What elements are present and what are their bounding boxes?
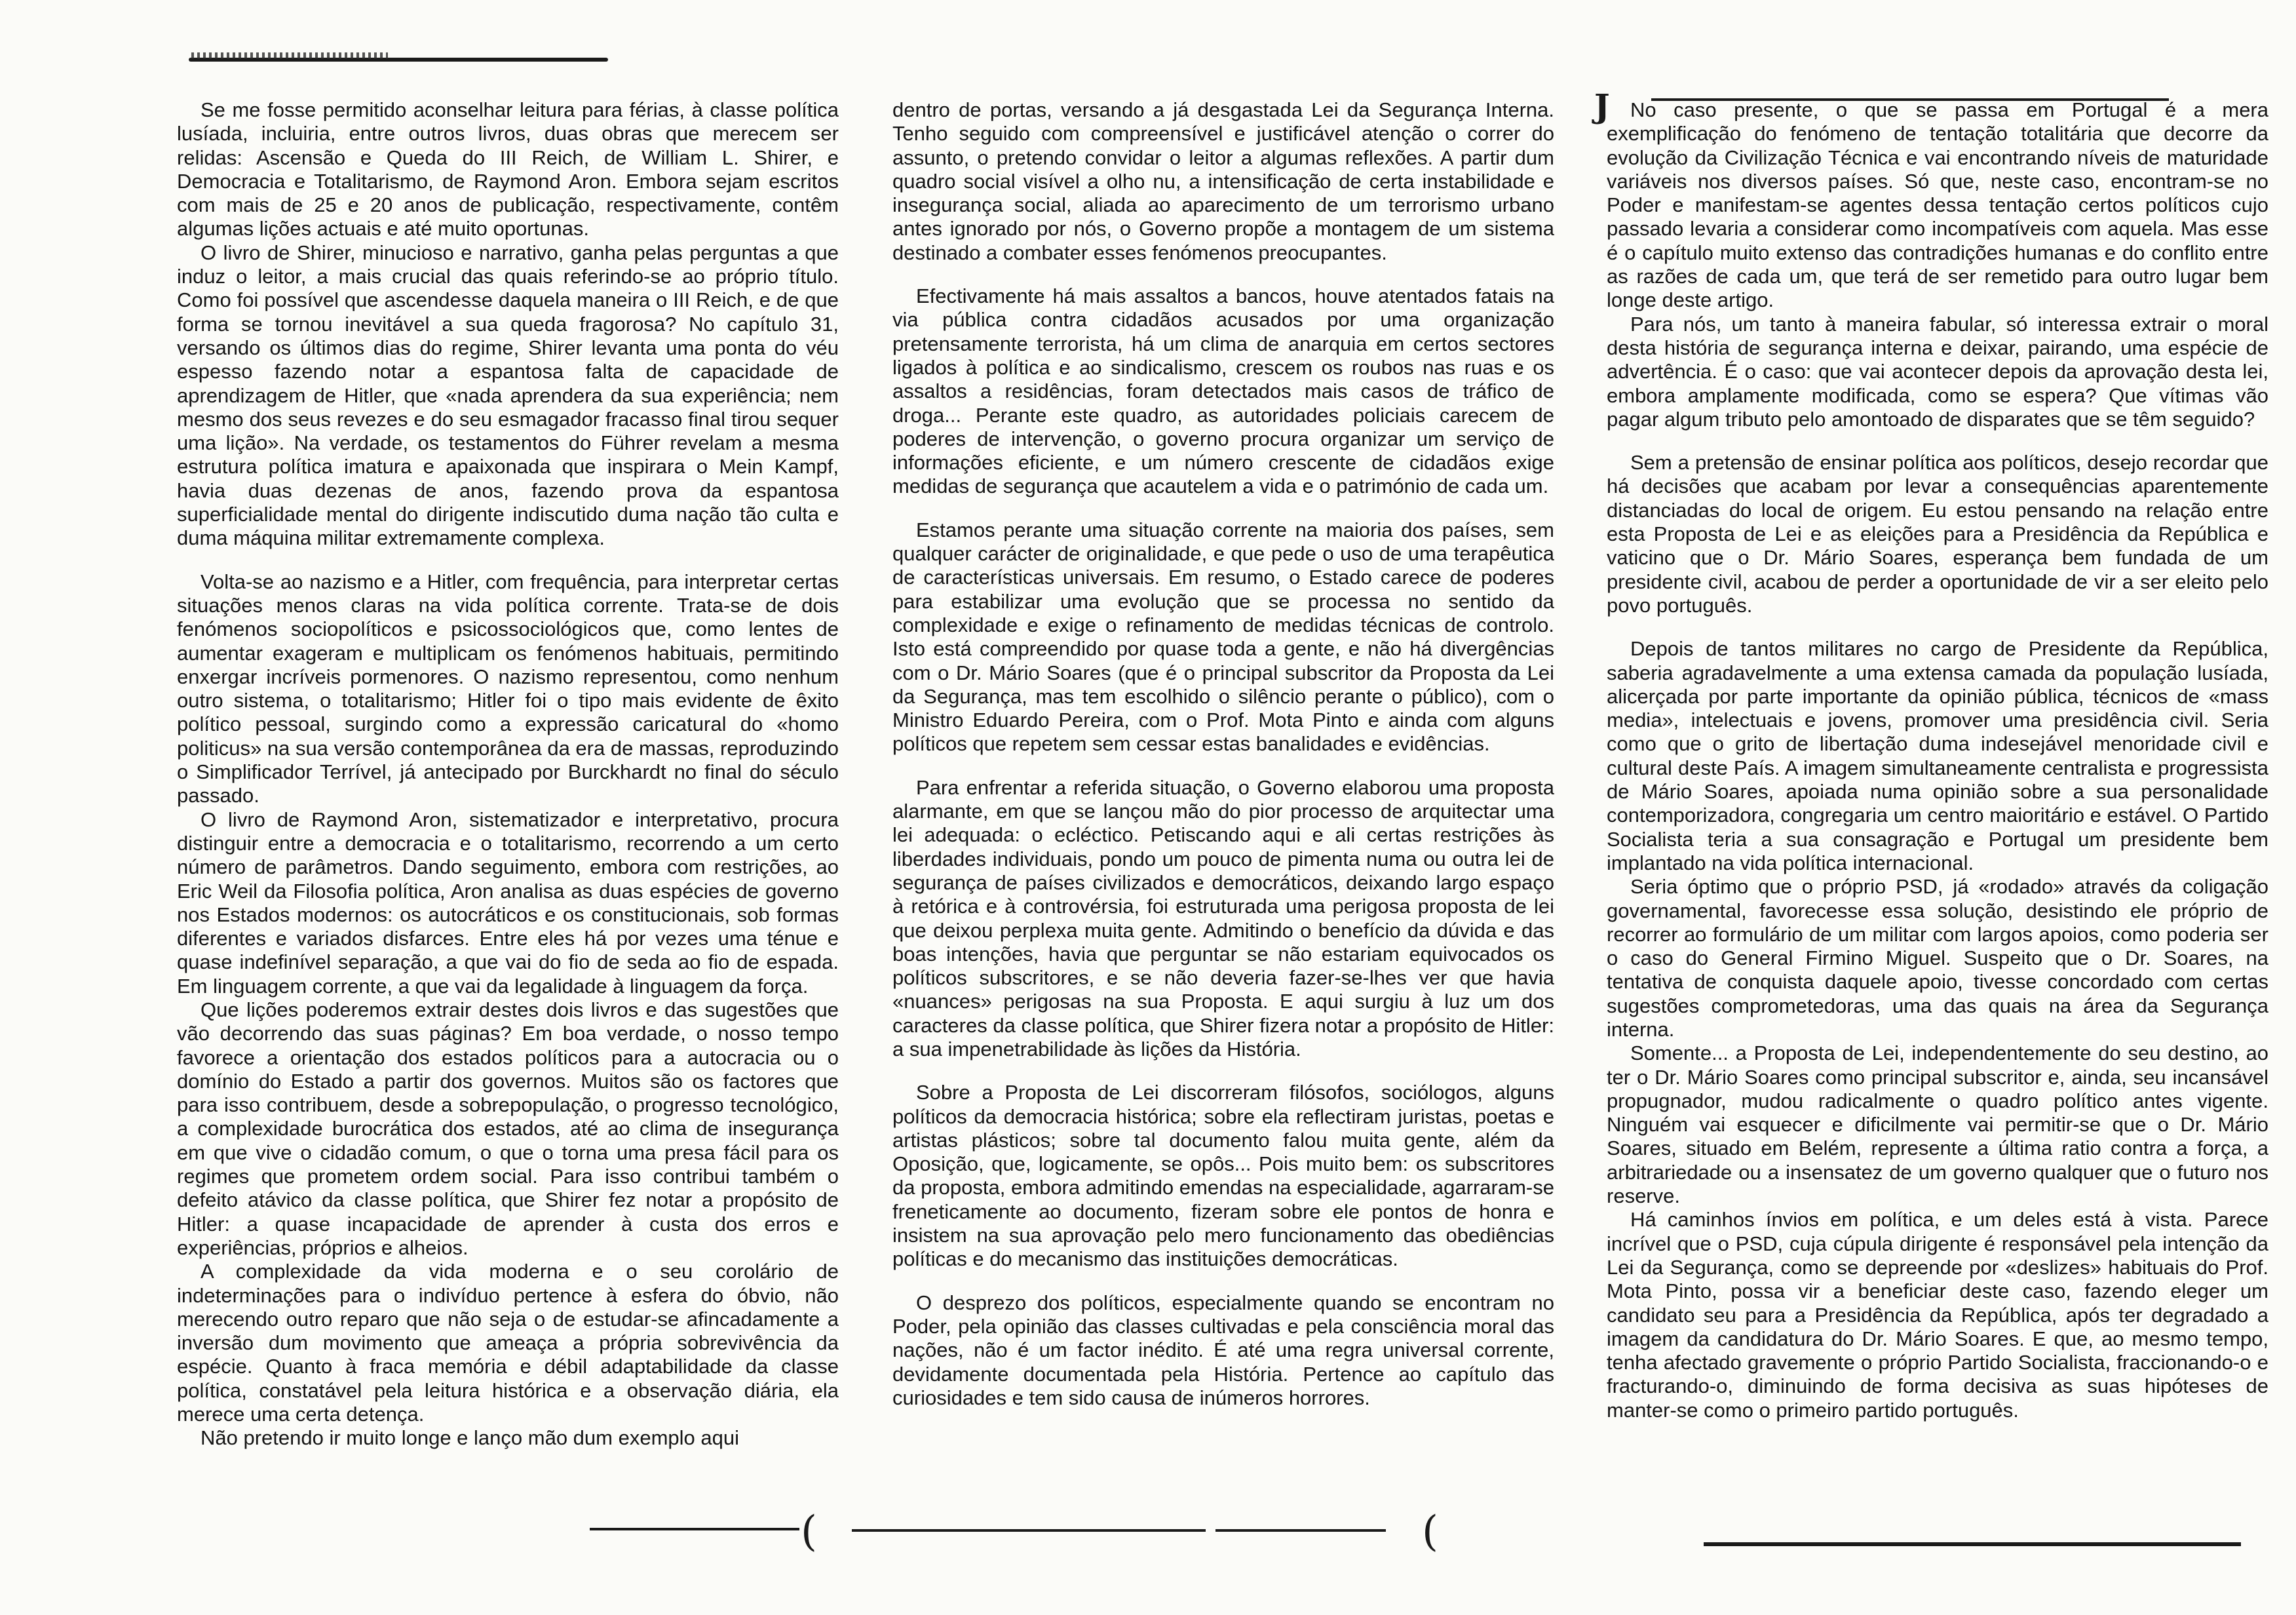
col1-paragraph: A complexidade da vida moderna e o seu corolário de indeterminações para o indivíduo pertence à esfera do óbvio, não merecendo outro reparo que não seja o de estudar-se afincadamente a inversão dum movimento que ameaça a própria sobrevivência da espécie. Quanto à fraca memória e débil adaptabilidade da classe política, constatável pela leitura histórica e a observação diária, ela merece uma certa detença. bbox=[177, 1260, 839, 1426]
col2-paragraph: Estamos perante uma situação corrente na maioria dos países, sem qualquer carácter de originalidade, e que pede o uso de uma terapêutica de características universais. Em resumo, o Estado carece de poderes para estabilizar uma evolução que se processa no sentido da complexidade e exige o refinamento de medidas técnicas de controlo. Isto está compreendido por quase toda a gente, e não há divergências com o Dr. Mário Soares (que é o principal subscritor da Proposta da Lei da Segurança, mas tem escolhido o silêncio perante o público), com o Ministro Eduardo Pereira, com o Prof. Mota Pinto e ainda com alguns políticos que repetem sem cessar estas banalidades e evidências. bbox=[892, 518, 1554, 756]
col3-paragraph: Sem a pretensão de ensinar política aos políticos, desejo recordar que há decisões que acabam por levar a consequências aparentemente distanciadas do local de origem. Eu estou pensando na relação entre esta Proposta de Lei e as eleições para a Presidência da República e vaticino que o Dr. Mário Soares, esperança bem fundada de um presidente civil, acabou de perder a oportunidade de vir a ser eleito pelo povo português. bbox=[1607, 451, 2268, 617]
col1-paragraph: Volta-se ao nazismo e a Hitler, com frequência, para interpretar certas situações menos claras na vida política corrente. Trata-se de dois fenómenos sociopolíticos e psicossociológicos que, como lentes de aumentar exageram e multiplicam os fenómenos habituais, permitindo enxergar incríveis pormenores. O nazismo representou, como nenhum outro sistema, o totalitarismo; Hitler foi o tipo mais evidente de êxito político pessoal, surgindo como a expressão caricatural do «homo politicus» na sua versão contemporânea da era de massas, reproduzindo o Simplificador Terrível, já antecipado por Burckhardt no final do século passado. bbox=[177, 570, 839, 808]
col3-paragraph: Depois de tantos militares no cargo de Presidente da República, saberia agradavelmente a uma extensa camada da população lusíada, alicerçada por parte importante da opinião pública, técnicos de «mass media», intelectuais e jovens, promover uma presidência civil. Seria como que o grito de libertação duma indesejável menoridade civil e cultural deste País. A imagem simultaneamente centralista e progressista de Mário Soares, apoiada numa opinião sobre a sua personalidade contemporizadora, congregaria um centro maioritário e estável. O Partido Socialista teria a sua consagração e Portugal um presidente bem implantado na vida política internacional. bbox=[1607, 637, 2268, 874]
article-column-3 bbox=[1607, 98, 2268, 1422]
col3-paragraph: Somente... a Proposta de Lei, independentemente do seu destino, ao ter o Dr. Mário Soares como principal subscritor e, ainda, seu incansável propugnador, mudou radicalmente o quadro político antes vigente. Ninguém vai esquecer e dificilmente vai permitir-se que o Dr. Mário Soares, situado em Belém, represente a última ratio contra a força, a arbitrariedade ou a insensatez de um governo qualquer que o futuro nos reserve. bbox=[1607, 1041, 2268, 1208]
col3-paragraph: Há caminhos ínvios em política, e um deles está à vista. Parece incrível que o PSD, cuja cúpula dirigente é responsável pela intenção da Lei da Segurança, como se depreende por «deslizes» habituais do Prof. Mota Pinto, possa vir a beneficiar deste caso, fazendo eleger um candidato seu para a Presidência da República, após ter degradado a imagem da candidatura do Dr. Mário Soares. E que, ao mesmo tempo, tenha afectado gravemente o próprio Partido Socialista, fraccionando-o e fracturando-o, diminuindo de forma decisiva as suas hipóteses de manter-se como o primeiro partido português. bbox=[1607, 1208, 2268, 1422]
col1-paragraph: O livro de Raymond Aron, sistematizador e interpretativo, procura distinguir entre a democracia e o totalitarismo, recorrendo a um certo número de parâmetros. Dando seguimento, embora com restrições, ao Eric Weil da Filosofia política, Aron analisa as duas espécies de governo nos Estados modernos: os autocráticos e os constitucionais, sob formas diferentes e variados disfarces. Entre eles há por vezes uma ténue e quase indefinível separação, a que vai do fio de seda ao fio de espada. Em linguagem corrente, a que vai da legalidade à linguagem da força. bbox=[177, 808, 839, 998]
col2-bottom-rule bbox=[852, 1529, 1206, 1532]
col3-paragraph: Para nós, um tanto à maneira fabular, só interessa extrair o moral desta história de segurança interna e deixar, pairando, uma espécie de advertência. É o caso: que vai acontecer depois da aprovação desta lei, embora amplamente modificada, como se espera? Que vítimas vão pagar algum tributo pelo amontoado de disparates que se têm seguido? bbox=[1607, 312, 2268, 431]
col1-paragraph: Se me fosse permitido aconselhar leitura para férias, à classe política lusíada, incluiria, entre outros livros, duas obras que merecem ser relidas: Ascensão e Queda do III Reich, de William L. Shirer, e Democracia e Totalitarismo, de Raymond Aron. Embora sejam escritos com mais de 25 e 20 anos de publicação, respectivamente, contêm algumas lições actuais e até muito oportunas. bbox=[177, 98, 839, 241]
left-bracket-mark: ( bbox=[801, 1508, 817, 1556]
top-left-rule-grain bbox=[191, 52, 388, 59]
col1-bottom-rule bbox=[590, 1528, 799, 1530]
col3-paragraph: Seria óptimo que o próprio PSD, já «rodado» através da coligação governamental, favorecesse essa solução, desistindo ele próprio de recorrer ao formulário de um militar com largos apoios, como poderia ser o caso do General Firmino Miguel. Suspeito que o Dr. Soares, na tentativa de conquista daquele apoio, tivesse concordado com certas sugestões comprometedoras, uma das quais na área da Segurança interna. bbox=[1607, 875, 2268, 1041]
col1-paragraph: Que lições poderemos extrair destes dois livros e das sugestões que vão decorrendo das suas páginas? Em boa verdade, o nosso tempo favorece a orientação dos estados políticos para a autocracia ou o domínio do Estado a partir dos governos. Muitos são os factores que para isso contribuem, desde a sobrepopulação, o progresso tecnológico, a complexidade burocrática dos estados, até ao clima de insegurança em que vive o cidadão comum, o que o torna uma presa fácil para os regimes que prometem ordem social. Para isso contribui também o defeito atávico da classe política, que Shirer fez notar a propósito de Hitler: a quase incapacidade de aprender à custa dos erros e experiências, próprios e alheios. bbox=[177, 998, 839, 1259]
col2-paragraph: Efectivamente há mais assaltos a bancos, houve atentados fatais na via pública contra cidadãos acusados por uma organização pretensamente terrorista, há um clima de anarquia em certos sectores ligados à política e ao sindicalismo, crescem os roubos nas ruas e os assaltos a residências, foram detectados mais casos de tráfico de droga... Perante este quadro, as autoridades policiais carecem de poderes de intervenção, o governo procura organizar um serviço de informações eficiente, e um número crescente de cidadãos exige medidas de segurança que acautelem a vida e o património de cada um. bbox=[892, 284, 1554, 498]
col1-paragraph: O livro de Shirer, minucioso e narrativo, ganha pelas perguntas a que induz o leitor, a mais crucial das quais referindo-se ao próprio título. Como foi possível que ascendesse daquela maneira o III Reich, e de que forma se tornou inevitável a sua queda fragorosa? No capítulo 31, versando os últimos dias do regime, Shirer levanta uma ponta do véu espesso fazendo notar a espantosa falta de capacidade de aprendizagem de Hitler, que «nada aprendera da sua experiência; nem mesmo dos seus revezes e do seu esmagador fracasso final tirou sequer uma lição». Na verdade, os testamentos do Führer revelam a mesma estrutura política imatura e apaixonada que inspirara o Mein Kampf, havia duas dezenas de anos, fazendo prova da espantosa superficialidade mental do dirigente indiscutido duma nação tão culta e duma máquina militar extremamente complexa. bbox=[177, 241, 839, 550]
col2-paragraph: dentro de portas, versando a já desgastada Lei da Segurança Interna. Tenho seguido com compreensível e justificável atenção o correr do assunto, o pretendo convidar o leitor a algumas reflexões. A partir dum quadro social visível a olho nu, a intensificação de certa instabilidade e insegurança social, aliada ao aparecimento de um terrorismo urbano antes ignorado por nós, o Governo propõe a montagem de um sistema destinado a combater esses fenómenos preocupantes. bbox=[892, 98, 1554, 264]
col2-bottom-rule-b bbox=[1215, 1529, 1386, 1532]
corner-mark: J bbox=[1594, 87, 1610, 125]
article-column-1 bbox=[177, 98, 839, 1450]
right-bracket-mark: ( bbox=[1422, 1508, 1438, 1556]
col3-paragraph: No caso presente, o que se passa em Portugal é a mera exemplificação do fenómeno de tentação totalitária que decorre da evolução da Civilização Técnica e vai encontrando níveis de maturidade variáveis nos diversos países. Só que, neste caso, encontram-se no Poder e manifestam-se agentes dessa tentação certos políticos cujo passado levaria a considerar como incompatíveis com aquela. Mas esse é o capítulo muito extenso das contradições humanas e do conflito entre as razões de cada um, que terá de ser remetido para outro lugar bem longe deste artigo. bbox=[1607, 98, 2268, 312]
col3-bottom-rule bbox=[1704, 1542, 2241, 1546]
col2-paragraph: Para enfrentar a referida situação, o Governo elaborou uma proposta alarmante, em que se lançou mão do pior processo de arquitectar uma lei adequada: o ecléctico. Petiscando aqui e ali certas restrições às liberdades individuais, pondo um pouco de pimenta numa ou outra lei de segurança de países civilizados e democráticos, deixando largo espaço à retórica e à controvérsia, foi estruturada uma perigosa proposta de lei que deixou perplexa muita gente. Admitindo o benefício da dúvida e das boas intenções, havia que perguntar se não estariam equivocados os políticos subscritores, e se não deveria fazer-se-lhes ver que havia «nuances» perigosas na sua Proposta. E aqui surgiu à luz um dos caracteres da classe política, que Shirer fizera notar a propósito de Hitler: a sua impenetrabilidade às lições da História. bbox=[892, 775, 1554, 1060]
col2-paragraph: Sobre a Proposta de Lei discorreram filósofos, sociólogos, alguns políticos da democracia histórica; sobre ela reflectiram juristas, poetas e artistas plásticos; sobre tal documento falou muita gente, além da Oposição, que, logicamente, se opôs... Pois muito bem: os subscritores da proposta, embora admitindo emendas na especialidade, agarraram-se freneticamente ao documento, fizeram sobre ele pontos de honra e insistem na sua aprovação pelo mero funcionamento das obediências políticas e do mecanismo das instituições democráticas. bbox=[892, 1081, 1554, 1271]
col1-paragraph: Não pretendo ir muito longe e lanço mão dum exemplo aqui bbox=[201, 1426, 739, 1450]
article-column-2 bbox=[892, 98, 1554, 1410]
col2-paragraph: O desprezo dos políticos, especialmente quando se encontram no Poder, pela opinião das classes cultivadas e pela consciência moral das nações, não é um factor inédito. É até uma regra universal corrente, devidamente documentada pela História. Pertence ao capítulo das curiosidades e tem sido causa de inúmeros horrores. bbox=[892, 1291, 1554, 1409]
